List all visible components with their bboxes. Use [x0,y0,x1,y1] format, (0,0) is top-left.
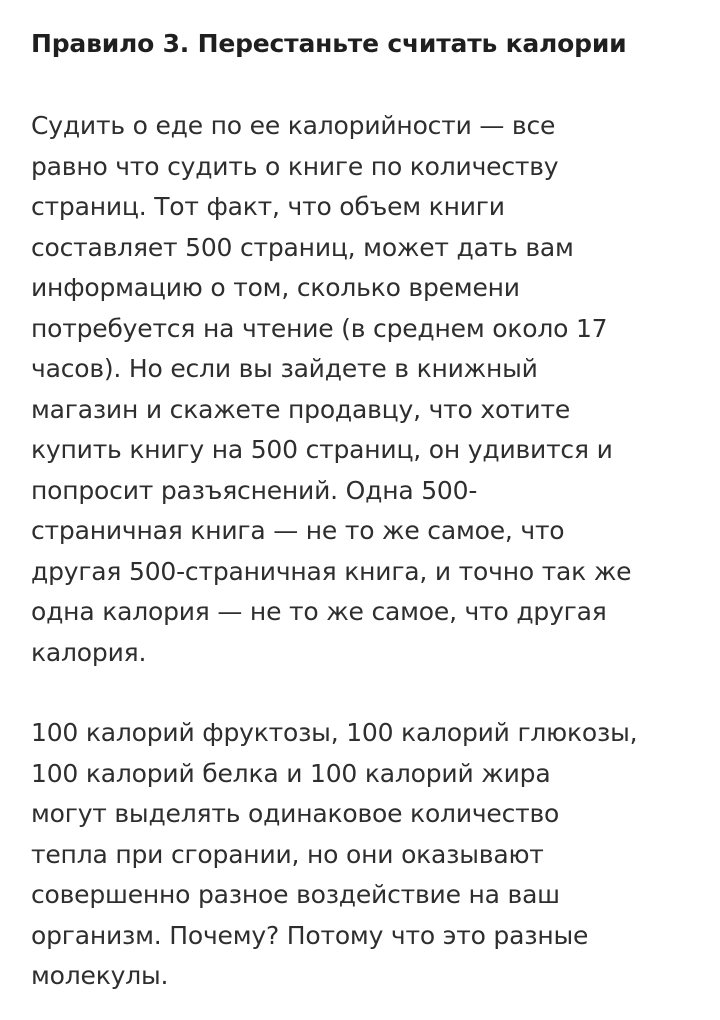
text-line: страниц. Тот факт, что объем книги [31,192,505,221]
text-line: часов). Но если вы зайдете в книжный [31,354,538,383]
text-line: потребуется на чтение (в среднем около 17 [31,313,608,343]
article-title: Правило 3. Перестаньте считать калории [31,29,627,58]
text-line: совершенно разное воздействие на ваш [31,880,560,909]
text-line: страничная книга — не то же самое, что [31,516,565,545]
text-line: равно что судить о книге по количеству [31,151,559,181]
text-line: другая 500-страничная книга, и точно так же [31,556,632,586]
text-line: могут выделять одинаковое количество [31,799,560,828]
text-line: попросит разъяснений. Одна 500- [31,475,478,505]
text-line: 100 калорий белка и 100 калорий жира [31,758,551,788]
text-line: 100 калорий фруктозы, 100 калорий глюкозы, [31,718,638,747]
text-line: магазин и скажете продавцу, что хотите [31,394,570,424]
article [31,24,691,997]
paragraph-calories-books [31,106,691,673]
text-line: информацию о том, сколько времени [31,273,520,302]
text-line: тепла при сгорании, но они оказывают [31,839,544,869]
text-line: купить книгу на 500 страниц, он удивится и [31,435,613,464]
text-line: молекулы. [31,961,169,990]
text-line: одна калория — не то же самое, что другая [31,597,607,626]
text-line: организм. Почему? Потому что это разные [31,920,589,950]
paragraph-calorie-molecules [31,713,691,997]
text-line: Судить о еде по ее калорийности — все [31,111,556,140]
text-line: калория. [31,637,147,667]
text-line: составляет 500 страниц, может дать вам [31,232,574,262]
